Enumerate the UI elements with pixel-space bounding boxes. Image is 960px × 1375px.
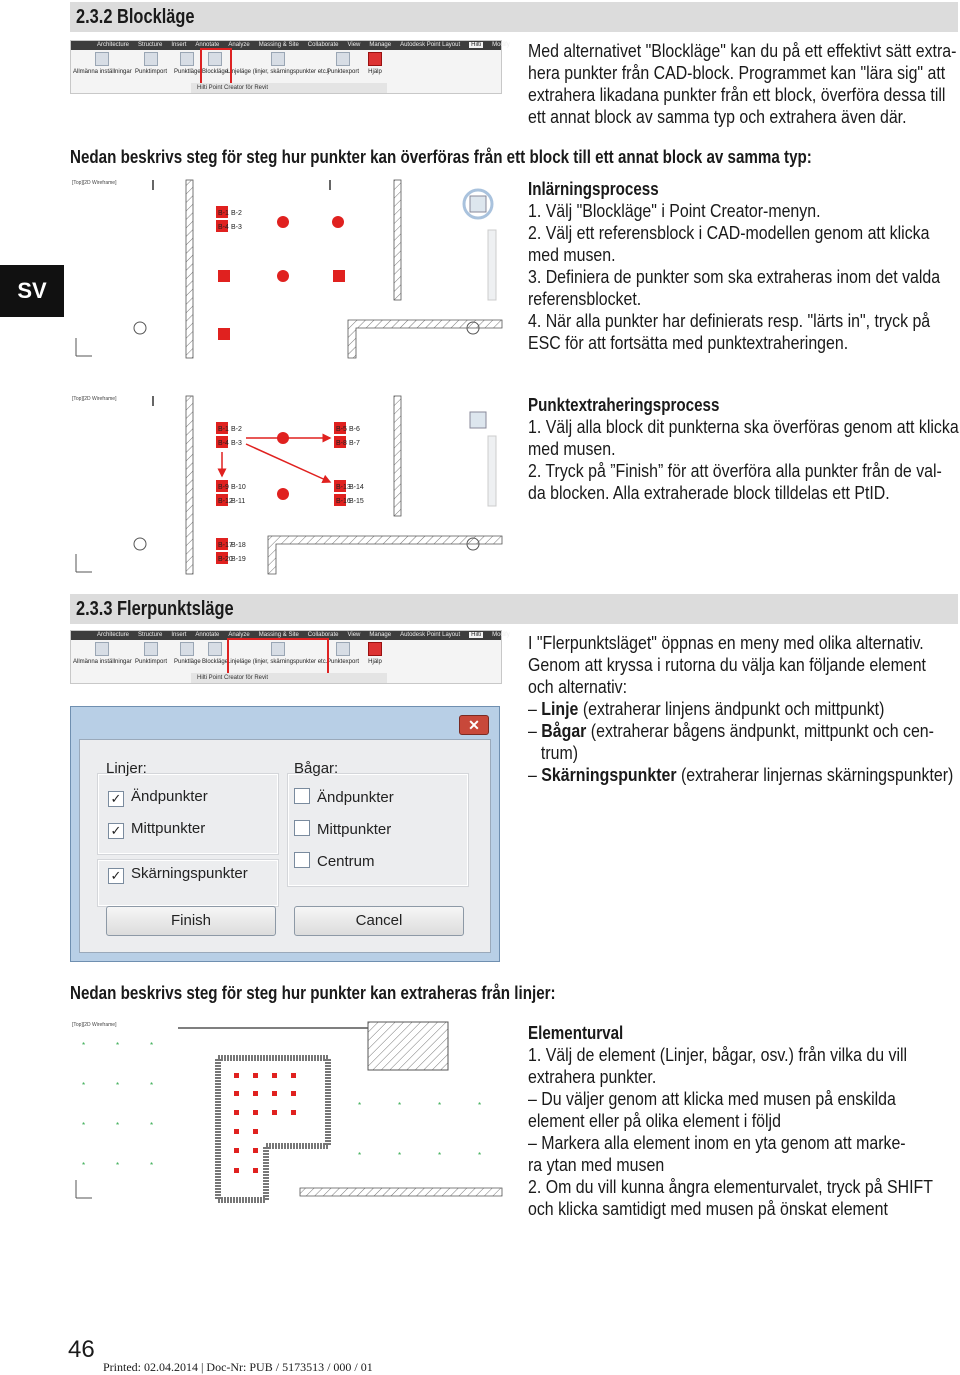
ribbon-tab[interactable]: Analyze bbox=[228, 42, 250, 48]
point-export-button[interactable]: Punktexport bbox=[327, 52, 359, 75]
ribbon-tab[interactable]: Massing & Site bbox=[258, 632, 299, 638]
ribbon-tab[interactable]: Autodesk Point Layout bbox=[400, 42, 461, 48]
checkbox-checked[interactable]: ✓ bbox=[108, 868, 124, 884]
svg-text:*: * bbox=[438, 1101, 442, 1110]
block-label: B-5 bbox=[336, 426, 347, 433]
ribbon-panel-label: Hilti Point Creator för Revit bbox=[191, 83, 387, 93]
block-label: B-20 bbox=[218, 556, 233, 563]
import-icon bbox=[144, 52, 158, 66]
ribbon-tab[interactable]: View bbox=[347, 632, 361, 638]
block-label: B-17 bbox=[218, 542, 233, 549]
point-mode-button[interactable]: Punktläge bbox=[174, 642, 201, 665]
lines-group-label: Linjer: bbox=[106, 760, 147, 777]
ribbon-tab[interactable]: Collaborate bbox=[307, 632, 339, 638]
view-label: [Top][2D Wireframe] bbox=[72, 1022, 117, 1028]
arc-midpoints-option[interactable]: Mittpunkter bbox=[294, 820, 391, 838]
block-label: B-7 bbox=[349, 440, 360, 447]
ribbon-tab[interactable]: Structure bbox=[138, 632, 163, 638]
language-tab: SV bbox=[0, 265, 64, 317]
ribbon-tab[interactable]: Architecture bbox=[97, 42, 130, 48]
svg-text:*: * bbox=[358, 1101, 362, 1110]
revit-ribbon bbox=[70, 40, 510, 94]
ribbon-tab[interactable]: Annotate bbox=[195, 42, 220, 48]
checkbox-unchecked[interactable] bbox=[294, 788, 310, 804]
ribbon-tab[interactable]: Manage bbox=[369, 632, 392, 638]
arc-endpoints-option[interactable]: Ändpunkter bbox=[294, 788, 394, 806]
svg-text:*: * bbox=[150, 1121, 154, 1130]
ribbon-tab-hilti[interactable]: Hilti bbox=[471, 42, 482, 48]
dialog-body bbox=[79, 739, 491, 953]
section-title: 2.3.3 Flerpunktsläge bbox=[76, 598, 234, 620]
svg-text:*: * bbox=[150, 1081, 154, 1090]
general-settings-button[interactable]: Allmänna inställningar bbox=[73, 52, 132, 75]
option-line: – Linje (extraherar linjens ändpunkt och mittpunkt) bbox=[528, 698, 885, 719]
help-button[interactable]: Hjälp bbox=[368, 52, 382, 75]
revit-ribbon bbox=[70, 630, 510, 684]
block-label: B-1 bbox=[218, 210, 229, 217]
ribbon-tab[interactable]: Architecture bbox=[97, 632, 130, 638]
ribbon-tab[interactable]: Structure bbox=[138, 42, 163, 48]
section1-intro: Med alternativet "Blockläge" kan du på ett effektivt sätt extra- hera punkter från CAD-block. Programmet kan "lära sig" att extrahera likadana punkter från ett block, överföra dessa till ett annat block av samma typ och extrahera även där. bbox=[528, 40, 957, 127]
block-label: B-4 bbox=[218, 224, 229, 231]
cad-view-learning bbox=[68, 176, 506, 362]
block-label: B-16 bbox=[336, 498, 351, 505]
learning-title: Inlärningsprocess bbox=[528, 178, 659, 199]
close-button[interactable]: ✕ bbox=[459, 715, 489, 735]
help-icon bbox=[368, 52, 382, 66]
extraction-title: Punktextraheringsprocess bbox=[528, 394, 720, 415]
section-header-flerpunktslage bbox=[70, 594, 958, 624]
svg-text:*: * bbox=[116, 1041, 120, 1050]
svg-text:*: * bbox=[398, 1151, 402, 1160]
svg-text:*: * bbox=[82, 1121, 86, 1130]
lines-steps-heading: Nedan beskrivs steg för steg hur punkter kan extraheras från linjer: bbox=[70, 982, 556, 1003]
svg-text:*: * bbox=[116, 1161, 120, 1170]
ribbon-tab[interactable]: Collaborate bbox=[307, 42, 339, 48]
lines-group bbox=[98, 774, 278, 854]
ribbon-tab[interactable]: Autodesk Point Layout bbox=[400, 632, 461, 638]
extraction-steps: 1. Välj alla block dit punkterna ska överföras genom att klicka med musen. 2. Tryck på ”Finish” för att överföra alla punkter från de val- da blocken. Alla extraherade block tilldelas ett PtID. bbox=[528, 416, 959, 503]
ribbon-panel-label: Hilti Point Creator för Revit bbox=[191, 673, 387, 683]
ribbon-tab[interactable]: Insert bbox=[171, 632, 187, 638]
svg-text:*: * bbox=[438, 1151, 442, 1160]
block-label: B-8 bbox=[336, 440, 347, 447]
settings-icon bbox=[95, 52, 109, 66]
option-arcs: – Bågar (extraherar bågens ändpunkt, mittpunkt och cen- bbox=[528, 720, 934, 741]
ribbon-tab-hilti[interactable]: Hilti bbox=[471, 632, 482, 638]
svg-text:*: * bbox=[398, 1101, 402, 1110]
intersections-option[interactable]: ✓ Skärningspunkter bbox=[108, 865, 248, 884]
block-label: B-1 bbox=[218, 426, 229, 433]
ribbon-tabs bbox=[71, 41, 510, 50]
export-icon bbox=[336, 642, 350, 656]
point-icon bbox=[180, 52, 194, 66]
multipoint-dialog bbox=[70, 706, 500, 962]
svg-text:*: * bbox=[82, 1041, 86, 1050]
checkbox-unchecked[interactable] bbox=[294, 820, 310, 836]
ribbon-tab[interactable]: View bbox=[347, 42, 361, 48]
point-import-button[interactable]: Punktimport bbox=[135, 52, 167, 75]
settings-icon bbox=[95, 642, 109, 656]
line-endpoints-option[interactable]: ✓ Ändpunkter bbox=[108, 788, 208, 807]
arc-center-option[interactable]: Centrum bbox=[294, 852, 375, 870]
point-import-button[interactable]: Punktimport bbox=[135, 642, 167, 665]
ribbon-tab[interactable]: Analyze bbox=[228, 632, 250, 638]
view-label: [Top][2D Wireframe] bbox=[72, 180, 117, 186]
highlight-line-mode bbox=[227, 638, 329, 678]
export-icon bbox=[336, 52, 350, 66]
print-info: Printed: 02.04.2014 | Doc-Nr: PUB / 5173513 / 000 / 01 bbox=[103, 1360, 373, 1374]
svg-text:*: * bbox=[478, 1101, 482, 1110]
block-label: B-10 bbox=[231, 484, 246, 491]
selection-steps: 1. Välj de element (Linjer, bågar, osv.) från vilka du vill extrahera punkter. – Du väljer genom att klicka med musen på enskilda element eller på olika element i följd – Markera alla element inom en yta genom att marke- ra ytan med musen 2. Om du vill kunna ångra elementurvalet, tryck på SHIFT och klicka samtidigt med musen på önskat element bbox=[528, 1044, 933, 1219]
ribbon-tab[interactable]: Insert bbox=[171, 42, 187, 48]
point-export-button[interactable]: Punktexport bbox=[327, 642, 359, 665]
block-label: B-3 bbox=[231, 440, 242, 447]
line-mode-button[interactable]: Linjeläge (linjer, skärningspunkter etc.) bbox=[227, 52, 329, 75]
option-arcs-cont: trum) bbox=[540, 742, 579, 763]
highlight-block-mode bbox=[200, 48, 232, 88]
line-mode-button[interactable]: Linjeläge (linjer, skärningspunkter etc.) bbox=[227, 642, 329, 665]
import-icon bbox=[144, 642, 158, 656]
ribbon-tab[interactable]: Annotate bbox=[195, 632, 220, 638]
ribbon-tab[interactable]: Modify bbox=[492, 42, 510, 48]
point-icon bbox=[180, 642, 194, 656]
selection-title: Elementurval bbox=[528, 1022, 624, 1043]
svg-text:*: * bbox=[82, 1081, 86, 1090]
block-label: B-15 bbox=[349, 498, 364, 505]
block-label: B-9 bbox=[218, 484, 229, 491]
checkbox-checked[interactable]: ✓ bbox=[108, 823, 124, 839]
svg-text:*: * bbox=[82, 1161, 86, 1170]
learning-steps: 1. Välj "Blockläge" i Point Creator-menyn. 2. Välj ett referensblock i CAD-modellen genom att klicka med musen. 3. Definiera de punkter som ska extraheras inom det valda referensblocket. 4. När alla punkter har definierats resp. "lärts in", tryck på ESC för att fortsätta med punktextraheringen. bbox=[528, 200, 941, 353]
cad-view-extraction bbox=[68, 392, 506, 578]
line-midpoints-option[interactable]: ✓ Mittpunkter bbox=[108, 820, 205, 839]
svg-text:*: * bbox=[358, 1151, 362, 1160]
block-label: B-13 bbox=[336, 484, 351, 491]
svg-text:*: * bbox=[116, 1121, 120, 1130]
block-icon bbox=[208, 642, 222, 656]
help-icon bbox=[368, 642, 382, 656]
block-label: B-19 bbox=[231, 556, 246, 563]
block-label: B-14 bbox=[349, 484, 364, 491]
option-intersections: – Skärningspunkter (extraherar linjernas skärningspunkter) bbox=[528, 764, 954, 785]
section-header-blocklage bbox=[70, 2, 958, 32]
ribbon-tab[interactable]: Modify bbox=[492, 632, 510, 638]
block-mode-button[interactable]: Blockläge bbox=[202, 52, 228, 75]
arcs-group-label: Bågar: bbox=[294, 760, 339, 777]
checkbox-unchecked[interactable] bbox=[294, 852, 310, 868]
cancel-button[interactable]: Cancel bbox=[294, 906, 464, 936]
point-mode-button[interactable]: Punktläge bbox=[174, 52, 201, 75]
block-label: B-11 bbox=[231, 498, 246, 505]
ribbon-tab[interactable]: Manage bbox=[369, 42, 392, 48]
finish-button[interactable]: Finish bbox=[106, 906, 276, 936]
svg-text:*: * bbox=[150, 1161, 154, 1170]
svg-text:*: * bbox=[116, 1081, 120, 1090]
line-icon bbox=[271, 52, 285, 66]
section2-intro: I "Flerpunktsläget" öppnas en meny med olika alternativ. Genom att kryssa i rutorna du välja kan följande element och alternativ: bbox=[528, 632, 926, 697]
svg-text:*: * bbox=[150, 1041, 154, 1050]
general-settings-button[interactable]: Allmänna inställningar bbox=[73, 642, 132, 665]
block-label: B-4 bbox=[218, 440, 229, 447]
steps-heading: Nedan beskrivs steg för steg hur punkter kan överföras från ett block till ett annat block av samma typ: bbox=[70, 146, 812, 167]
block-label: B-2 bbox=[231, 426, 242, 433]
svg-text:*: * bbox=[478, 1151, 482, 1160]
page-number: 46 bbox=[68, 1336, 95, 1363]
block-label: B-6 bbox=[349, 426, 360, 433]
help-button[interactable]: Hjälp bbox=[368, 642, 382, 665]
block-label: B-2 bbox=[231, 210, 242, 217]
block-label: B-18 bbox=[231, 542, 246, 549]
block-mode-button[interactable]: Blockläge bbox=[202, 642, 228, 665]
checkbox-checked[interactable]: ✓ bbox=[108, 791, 124, 807]
section-title: 2.3.2 Blockläge bbox=[76, 6, 195, 28]
block-label: B-3 bbox=[231, 224, 242, 231]
section2-options bbox=[528, 698, 953, 786]
cad-view-element-selection bbox=[68, 1018, 506, 1204]
view-label: [Top][2D Wireframe] bbox=[72, 396, 117, 402]
block-label: B-12 bbox=[218, 498, 233, 505]
ribbon-tab[interactable]: Massing & Site bbox=[258, 42, 299, 48]
